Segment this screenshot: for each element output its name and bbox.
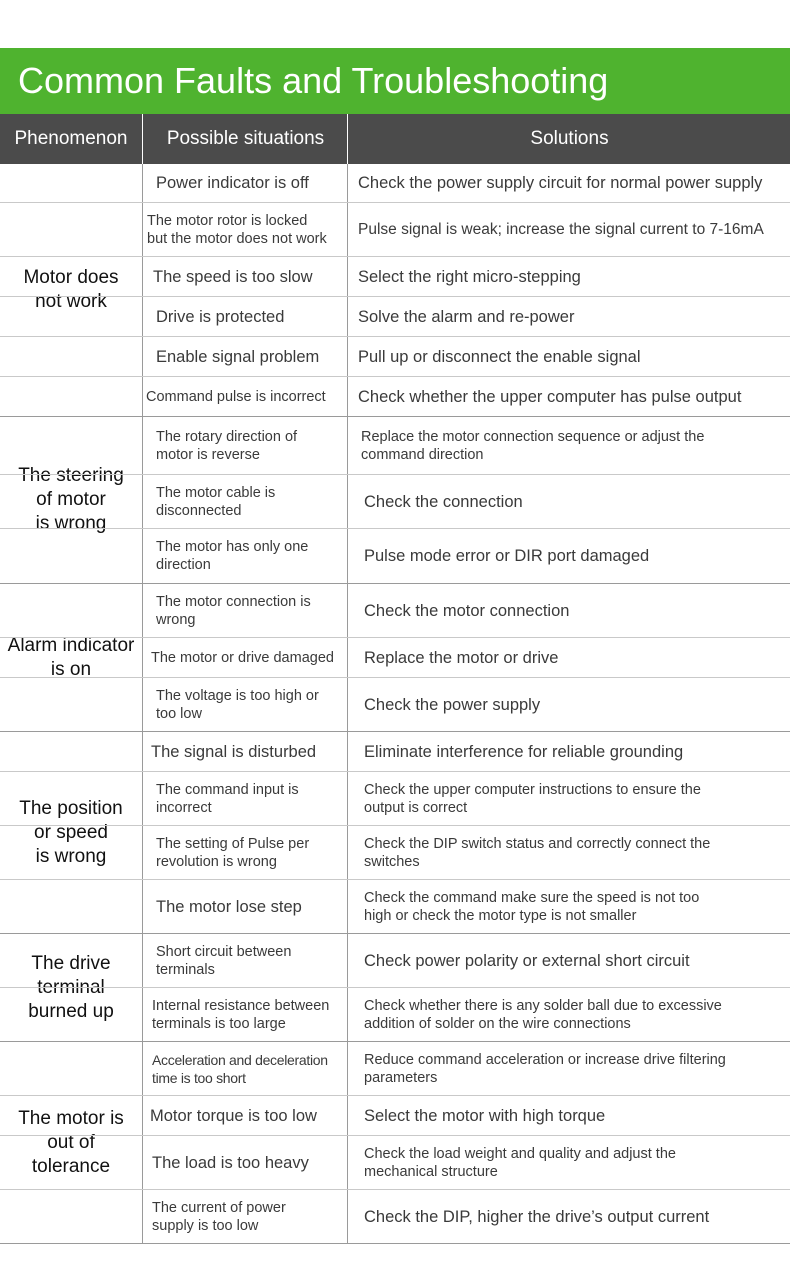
table-row <box>0 337 790 377</box>
table-row <box>0 529 790 583</box>
situation-cell: Internal resistance between terminals is too large <box>152 997 330 1032</box>
situation-cell: The signal is disturbed <box>151 742 317 761</box>
header-solutions: Solutions <box>347 114 790 164</box>
solution-cell: Select the right micro-stepping <box>358 267 581 286</box>
table-row <box>0 1190 790 1243</box>
title-bar <box>0 48 790 114</box>
solution-cell: Replace the motor or drive <box>364 648 559 667</box>
situation-cell: The motor has only one direction <box>156 539 309 573</box>
solution-cell: Check whether there is any solder ball due to excessive addition of solder on the wire connections <box>364 997 722 1032</box>
situation-cell: Drive is protected <box>156 307 285 326</box>
solution-cell: Check whether the upper computer has pulse output <box>358 387 742 406</box>
table-row <box>0 1096 790 1136</box>
situation-cell: The load is too heavy <box>152 1153 309 1172</box>
situation-cell: The setting of Pulse per revolution is wrong <box>156 835 310 870</box>
table-row <box>0 377 790 416</box>
table-row <box>0 297 790 337</box>
solution-cell: Replace the motor connection sequence or adjust the command direction <box>361 428 705 463</box>
table-row <box>0 475 790 529</box>
fault-group <box>0 584 790 732</box>
solution-cell: Check the DIP switch status and correctly connect the switches <box>364 835 711 870</box>
table-header <box>0 114 790 164</box>
solution-cell: Check the connection <box>364 492 523 511</box>
fault-group <box>0 732 790 934</box>
situation-cell: The motor lose step <box>156 897 302 916</box>
situation-cell: Command pulse is incorrect <box>146 388 326 405</box>
header-possible-situations: Possible situations <box>142 114 348 164</box>
header-phenomenon: Phenomenon <box>14 128 128 149</box>
table-row <box>0 678 790 731</box>
situation-cell: Enable signal problem <box>156 347 320 366</box>
situation-cell: Power indicator is off <box>156 174 309 192</box>
solution-cell: Check the power supply <box>364 695 541 714</box>
fault-group <box>0 417 790 584</box>
solution-cell: Check the load weight and quality and adjust the mechanical structure <box>364 1145 676 1180</box>
fault-table <box>0 164 790 1244</box>
table-row <box>0 826 790 880</box>
situation-cell: The command input is incorrect <box>156 781 299 816</box>
table-row <box>0 732 790 772</box>
solution-cell: Check power polarity or external short circuit <box>364 951 690 970</box>
situation-cell: The motor cable is disconnected <box>156 484 276 519</box>
solution-cell: Select the motor with high torque <box>364 1106 606 1125</box>
solution-cell: Check the power supply circuit for normal power supply <box>358 174 763 192</box>
page-title: Common Faults and Troubleshooting <box>18 60 609 101</box>
situation-cell: The motor rotor is locked but the motor does not work <box>147 212 327 247</box>
table-row <box>0 772 790 826</box>
phenomenon-label: The steering of motor is wrong <box>18 465 124 534</box>
situation-cell: The motor or drive damaged <box>151 649 334 666</box>
table-row <box>0 988 790 1041</box>
situation-cell: Acceleration and deceleration time is too short <box>152 1051 328 1086</box>
solution-cell: Solve the alarm and re-power <box>358 307 575 326</box>
table-row <box>0 257 790 297</box>
solution-cell: Eliminate interference for reliable grounding <box>364 742 684 761</box>
solution-cell: Check the motor connection <box>364 601 570 620</box>
table-row <box>0 638 790 678</box>
fault-group <box>0 934 790 1042</box>
table-row <box>0 880 790 933</box>
solution-cell: Check the upper computer instructions to ensure the output is correct <box>364 781 701 816</box>
situation-cell: The rotary direction of motor is reverse <box>156 428 298 463</box>
solution-cell: Reduce command acceleration or increase drive filtering parameters <box>364 1051 726 1086</box>
situation-cell: The current of power supply is too low <box>152 1199 286 1234</box>
table-row <box>0 203 790 257</box>
situation-cell: The speed is too slow <box>153 267 313 286</box>
phenomenon-label: The position or speed is wrong <box>19 797 123 867</box>
phenomenon-label: Motor does not work <box>23 267 119 312</box>
table-row <box>0 584 790 638</box>
solution-cell: Pulse signal is weak; increase the signal current to 7-16mA <box>358 220 764 238</box>
fault-group <box>0 164 790 417</box>
solution-cell: Pulse mode error or DIR port damaged <box>364 547 650 565</box>
phenomenon-label: The motor is out of tolerance <box>18 1107 124 1177</box>
situation-cell: The voltage is too high or too low <box>156 687 319 722</box>
solution-cell: Check the command make sure the speed is not too high or check the motor type is not smaller <box>364 889 700 924</box>
solution-cell: Check the DIP, higher the drive’s output current <box>364 1207 710 1226</box>
table-row <box>0 1136 790 1190</box>
fault-group <box>0 1042 790 1244</box>
table-row <box>0 164 790 203</box>
table-row <box>0 417 790 475</box>
table-row <box>0 934 790 988</box>
situation-cell: The motor connection is wrong <box>156 593 311 628</box>
table-row <box>0 1042 790 1096</box>
phenomenon-label: Alarm indicator is on <box>7 634 135 680</box>
situation-cell: Motor torque is too low <box>150 1106 317 1125</box>
solution-cell: Pull up or disconnect the enable signal <box>358 347 641 366</box>
phenomenon-label: The drive terminal burned up <box>28 952 114 1022</box>
situation-cell: Short circuit between terminals <box>156 943 292 978</box>
